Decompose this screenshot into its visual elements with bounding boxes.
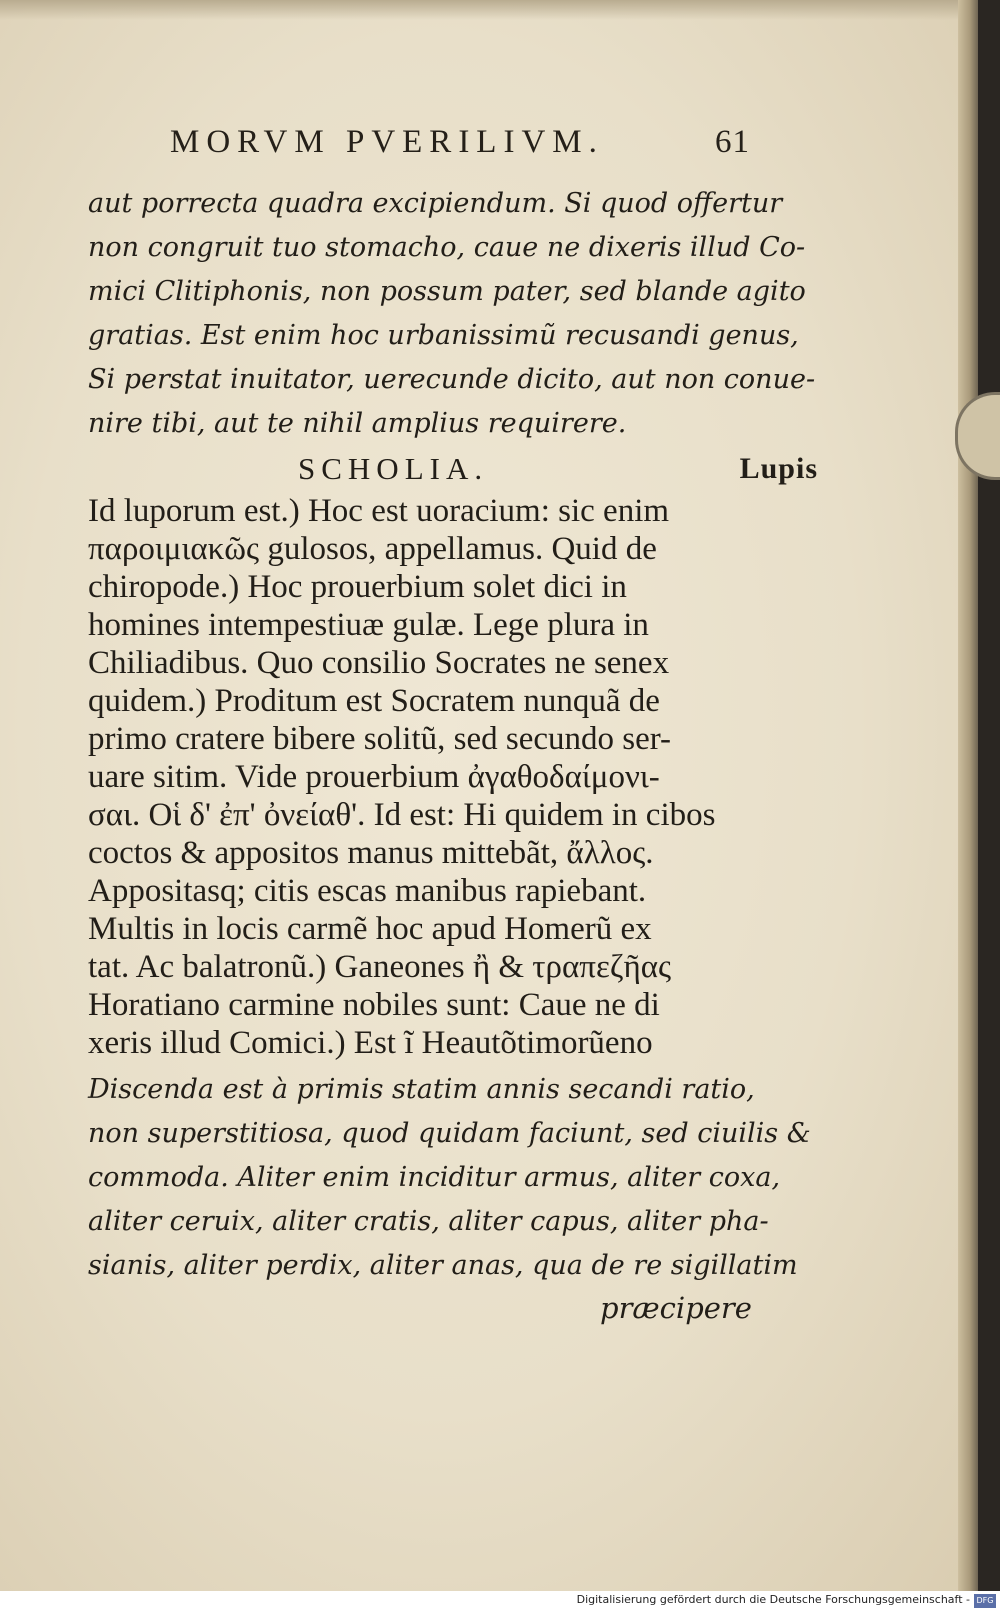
italic-line: aut porrecta quadra excipiendum. Si quod offertur: [88, 188, 783, 219]
scholia-line: Appositasq; citis escas manibus rapiebant.: [88, 873, 647, 909]
italic-line: gratias. Est enim hoc urbanissimũ recusandi genus,: [88, 320, 799, 351]
scholia-line: coctos & appositos manus mittebãt, ἄλλος.: [88, 835, 654, 871]
running-head: [170, 124, 750, 168]
scholia-heading: SCHOLIA.: [298, 451, 489, 486]
marginal-catchword: Lupis: [739, 452, 818, 485]
scholia-line: Id luporum est.) Hoc est uoracium: sic enim: [88, 493, 670, 529]
page-top-stain: [0, 0, 978, 20]
scholia-line: xeris illud Comici.) Est ĩ Heautõtimorũeno: [88, 1025, 653, 1061]
dfg-logo: DFG: [974, 1594, 996, 1608]
scholia-line: Chiliadibus. Quo consilio Socrates ne senex: [88, 645, 670, 681]
footer-bar: [0, 1591, 1000, 1611]
italic-line: non superstitiosa, quod quidam faciunt, sed ciuilis &: [88, 1118, 811, 1149]
scholia-line: Multis in locis carmẽ hoc apud Homerũ ex: [88, 911, 652, 947]
scholia-line: παροιμιακῶς gulosos, appellamus. Quid de: [88, 531, 657, 567]
page-edge: [958, 0, 978, 1611]
scholia-heading-row: [88, 446, 818, 492]
scholia-line: Horatiano carmine nobiles sunt: Caue ne di: [88, 987, 660, 1023]
scholia-line: chiropode.) Hoc prouerbium solet dici in: [88, 569, 627, 605]
running-head-title: MORVM PVERILIVM.: [170, 124, 604, 160]
italic-line: nire tibi, aut te nihil amplius requirere.: [88, 408, 627, 439]
italic-line: sianis, aliter perdix, aliter anas, qua de re sigillatim: [88, 1250, 798, 1281]
italic-line: commoda. Aliter enim inciditur armus, aliter coxa,: [88, 1162, 781, 1193]
page-number: 61: [715, 124, 750, 160]
scholia-line: uare sitim. Vide prouerbium ἀγαθοδαίμονι-: [88, 759, 660, 795]
catchword: præcipere: [600, 1291, 752, 1325]
footer-credit: Digitalisierung gefördert durch die Deutsche Forschungsgemeinschaft -: [576, 1593, 970, 1606]
italic-line: Si perstat inuitator, uerecunde dicito, aut non conue-: [88, 364, 816, 395]
scholia-line: homines intempestiuæ gulæ. Lege plura in: [88, 607, 649, 643]
scholia-line: σαι. Οἱ δ' ἐπ' ὀνείαθ'. Id est: Hi quidem in cibos: [88, 797, 716, 833]
italic-line: mici Clitiphonis, non possum pater, sed blande agito: [88, 276, 806, 307]
italic-line: aliter ceruix, aliter cratis, aliter capus, aliter pha-: [88, 1206, 769, 1237]
scholia-line: tat. Ac balatronũ.) Ganeones ἢ & τραπεζῆας: [88, 949, 672, 985]
text-block: [88, 182, 818, 1288]
scholia-line: quidem.) Proditum est Socratem nunquã de: [88, 683, 660, 719]
italic-line: non congruit tuo stomacho, caue ne dixeris illud Co-: [88, 232, 806, 263]
italic-line: Discenda est à primis statim annis secandi ratio,: [88, 1074, 755, 1105]
scholia-line: primo cratere bibere solitũ, sed secundo ser-: [88, 721, 672, 757]
